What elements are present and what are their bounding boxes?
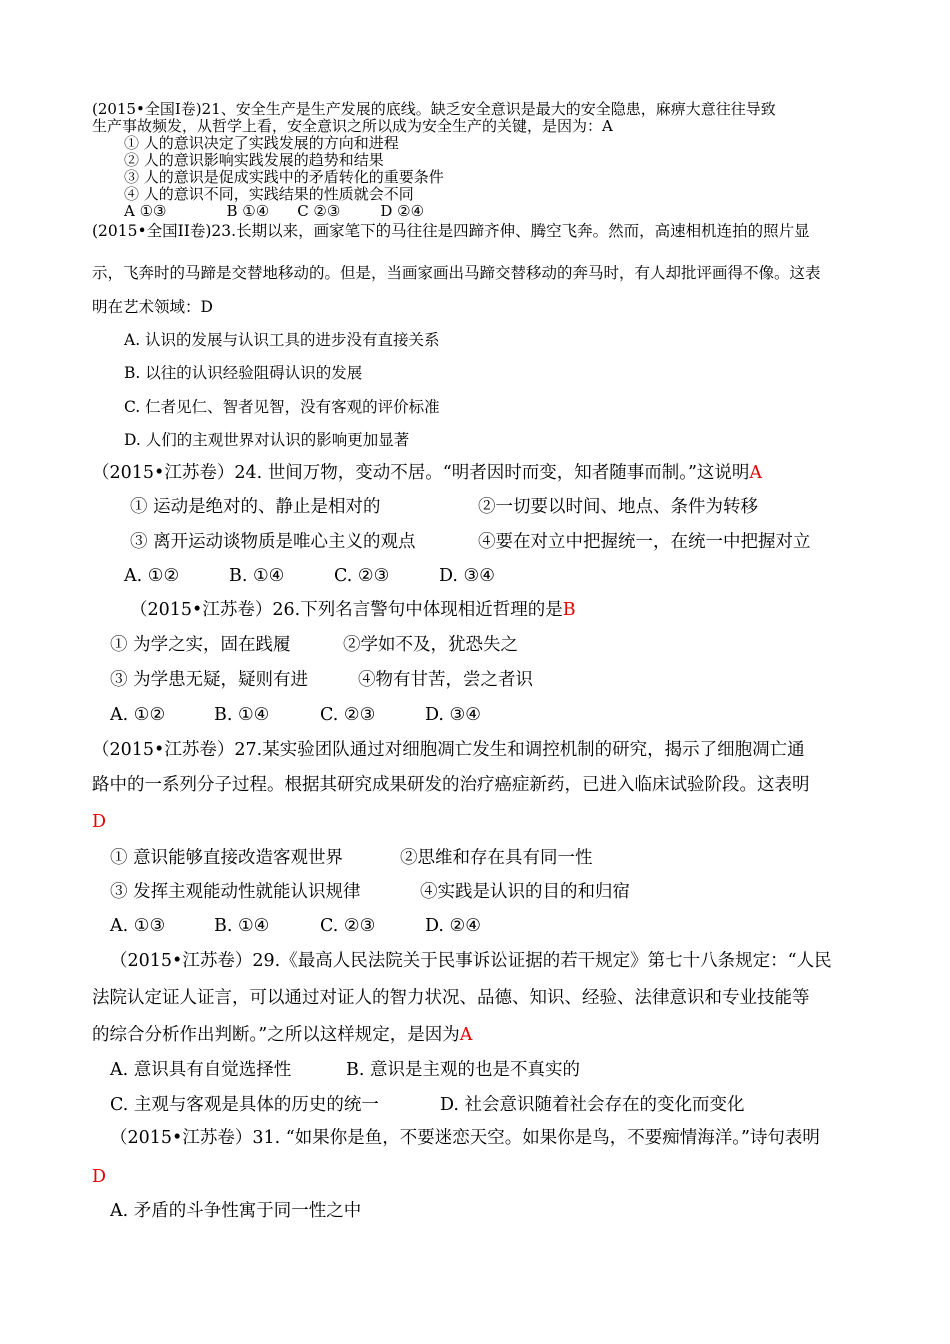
q21-option-c: C ②③ xyxy=(297,202,341,220)
q27-stem-line-1: （2015•江苏卷）27.某实验团队通过对细胞凋亡发生和调控机制的研究，揭示了细胞凋亡通 xyxy=(92,740,805,760)
q29-stem-line-3 xyxy=(92,1025,472,1045)
q21-statement-2: ② 人的意识影响实践发展的趋势和结果 xyxy=(124,151,384,169)
q26-stem xyxy=(130,600,576,620)
q23-stem-line-3: 明在艺术领域：D xyxy=(92,298,213,316)
q24-statement-2: ②一切要以时间、地点、条件为转移 xyxy=(478,497,758,517)
q26-stem-text: （2015•江苏卷）26.下列名言警句中体现相近哲理的是 xyxy=(130,600,563,620)
q21-stem-line-2: 生产事故频发，从哲学上看，安全意识之所以成为安全生产的关键，是因为：A xyxy=(92,117,613,135)
q26-statement-1: ① 为学之实，固在践履 xyxy=(110,635,291,655)
q24-statement-1: ① 运动是绝对的、静止是相对的 xyxy=(130,497,381,517)
q24-statement-3: ③ 离开运动谈物质是唯心主义的观点 xyxy=(130,532,416,552)
q24-option-b: B. ①④ xyxy=(229,566,285,586)
q24-stem xyxy=(92,463,762,483)
q27-option-c: C. ②③ xyxy=(320,916,376,936)
q24-option-d: D. ③④ xyxy=(439,566,495,586)
q29-option-d: D. 社会意识随着社会存在的变化而变化 xyxy=(440,1095,745,1115)
q24-stem-text: （2015•江苏卷）24. 世间万物，变动不居。“明者因时而变，知者随事而制。”这说明 xyxy=(92,463,750,483)
q24-option-a: A. ①② xyxy=(124,566,180,586)
q21-option-d: D ②④ xyxy=(380,202,425,220)
q23-option-b: B. 以往的认识经验阻碍认识的发展 xyxy=(124,364,363,382)
q27-statement-2: ②思维和存在具有同一性 xyxy=(400,848,593,868)
q21-statement-1: ① 人的意识决定了实践发展的方向和进程 xyxy=(124,134,399,152)
q26-statement-4: ④物有甘苦，尝之者识 xyxy=(358,670,533,690)
q26-option-c: C. ②③ xyxy=(320,705,376,725)
q29-stem-line-1: （2015•江苏卷）29.《最高人民法院关于民事诉讼证据的若干规定》第七十八条规定：“人民 xyxy=(110,951,832,971)
q27-statement-4: ④实践是认识的目的和归宿 xyxy=(420,882,630,902)
q29-option-c: C. 主观与客观是具体的历史的统一 xyxy=(110,1095,379,1115)
q26-statement-2: ②学如不及，犹恐失之 xyxy=(343,635,518,655)
q27-option-b: B. ①④ xyxy=(214,916,270,936)
q21-statement-4: ④ 人的意识不同，实践结果的性质就会不同 xyxy=(124,185,414,203)
q21-statement-3: ③ 人的意识是促成实践中的矛盾转化的重要条件 xyxy=(124,168,444,186)
q26-option-d: D. ③④ xyxy=(425,705,481,725)
q29-stem-text: 的综合分析作出判断。”之所以这样规定，是因为 xyxy=(92,1025,460,1045)
q21-option-a: A ①③ xyxy=(124,202,167,220)
q27-answer: D xyxy=(92,812,107,832)
q27-statement-3: ③ 发挥主观能动性就能认识规律 xyxy=(110,882,361,902)
q23-option-c: C. 仁者见仁、智者见智，没有客观的评价标准 xyxy=(124,398,440,416)
q27-option-a: A. ①③ xyxy=(110,916,166,936)
q27-stem-line-2: 路中的一系列分子过程。根据其研究成果研发的治疗癌症新药，已进入临床试验阶段。这表明 xyxy=(92,775,810,795)
q26-option-a: A. ①② xyxy=(110,705,166,725)
q26-statement-3: ③ 为学患无疑，疑则有进 xyxy=(110,670,309,690)
q23-stem-line-2: 示，飞奔时的马蹄是交替地移动的。但是，当画家画出马蹄交替移动的奔马时，有人却批评画得不像。这表 xyxy=(92,264,821,282)
q23-stem-line-1: (2015•全国II卷)23.长期以来，画家笔下的马往往是四蹄齐伸、腾空飞奔。然而，高速相机连拍的照片显 xyxy=(92,222,810,240)
q29-option-b: B. 意识是主观的也是不真实的 xyxy=(346,1060,580,1080)
q26-option-b: B. ①④ xyxy=(214,705,270,725)
q26-answer: B xyxy=(562,600,576,620)
q27-option-d: D. ②④ xyxy=(425,916,481,936)
q29-option-a: A. 意识具有自觉选择性 xyxy=(110,1060,292,1080)
q24-option-c: C. ②③ xyxy=(334,566,390,586)
q21-stem-line-1: (2015•全国Ⅰ卷)21、安全生产是生产发展的底线。缺乏安全意识是最大的安全隐患，麻痹大意往往导致 xyxy=(92,100,776,118)
q23-option-d: D. 人们的主观世界对认识的影响更加显著 xyxy=(124,431,410,449)
q29-stem-line-2: 法院认定证人证言，可以通过对证人的智力状况、品德、知识、经验、法律意识和专业技能等 xyxy=(92,988,810,1008)
q23-option-a: A. 认识的发展与认识工具的进步没有直接关系 xyxy=(124,331,440,349)
q24-answer: A xyxy=(749,463,763,483)
q21-options xyxy=(124,203,424,219)
q29-answer: A xyxy=(459,1025,473,1045)
q21-option-b: B ①④ xyxy=(226,202,270,220)
q24-statement-4: ④要在对立中把握统一，在统一中把握对立 xyxy=(478,532,811,552)
q31-option-a: A. 矛盾的斗争性寓于同一性之中 xyxy=(110,1201,362,1221)
q31-stem-line-1: （2015•江苏卷）31. “如果你是鱼，不要迷恋天空。如果你是鸟，不要痴情海洋。”诗句表明 xyxy=(110,1128,820,1148)
q31-answer: D xyxy=(92,1167,107,1187)
q27-statement-1: ① 意识能够直接改造客观世界 xyxy=(110,848,344,868)
